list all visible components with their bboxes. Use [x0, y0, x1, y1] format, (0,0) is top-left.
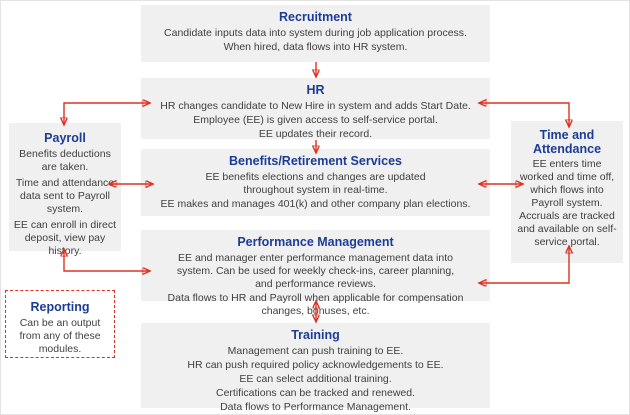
- module-training: [141, 323, 490, 413]
- module-title: Payroll: [44, 131, 86, 145]
- module-performance-management: [141, 230, 490, 317]
- module-text: EE enters time worked and time off, which flows into Payroll system. Accruals are tracked and available on self-service portal.: [517, 158, 617, 248]
- module-payroll: [9, 123, 121, 257]
- module-time-and-attendance: [511, 121, 623, 263]
- module-text: Time and attendance data sent to Payroll system.: [15, 177, 115, 215]
- module-benefits: [141, 149, 490, 216]
- module-title: Benefits/Retirement Services: [229, 154, 402, 168]
- module-text: EE updates their record.: [258, 128, 373, 140]
- arrow-payroll-hr-elbow: [64, 103, 150, 125]
- module-title: HR: [306, 83, 325, 97]
- module-text: EE can enroll in direct deposit, view pay history.: [13, 219, 117, 257]
- module-text: EE can select additional training.: [239, 373, 392, 385]
- module-text: EE makes and manages 401(k) and other company plan elections.: [160, 198, 471, 210]
- module-text: Candidate inputs data into system during job application process.: [164, 27, 467, 39]
- module-text: EE benefits elections and changes are updated throughout system in real-time.: [205, 171, 426, 196]
- module-text: Benefits deductions are taken.: [19, 148, 111, 173]
- module-text: Management can push training to EE.: [227, 345, 404, 357]
- module-text: HR changes candidate to New Hire in system and adds Start Date.: [160, 100, 471, 112]
- module-text: EE and manager enter performance management data into system. Can be used for weekly check-ins, career planning, and performance reviews.: [176, 252, 455, 290]
- module-text: HR can push required policy acknowledgements to EE.: [187, 359, 444, 371]
- module-text: Data flows to Performance Management.: [220, 401, 411, 413]
- module-title: Time and Attendance: [532, 128, 602, 156]
- module-text: Data flows to HR and Payroll when applicable for compensation changes, bonuses, etc.: [167, 292, 464, 317]
- module-text: Can be an output from any of these modules.: [19, 317, 101, 355]
- module-text: When hired, data flows into HR system.: [223, 41, 408, 53]
- module-text: Certifications can be tracked and renewed.: [215, 387, 416, 399]
- module-recruitment: [141, 5, 490, 62]
- module-title: Performance Management: [237, 235, 394, 249]
- module-title: Reporting: [30, 300, 90, 314]
- module-title: Recruitment: [279, 10, 352, 24]
- module-title: Training: [291, 328, 340, 342]
- module-text: Employee (EE) is given access to self-service portal.: [193, 114, 438, 126]
- module-reporting: [5, 290, 115, 358]
- module-hr: [141, 78, 490, 139]
